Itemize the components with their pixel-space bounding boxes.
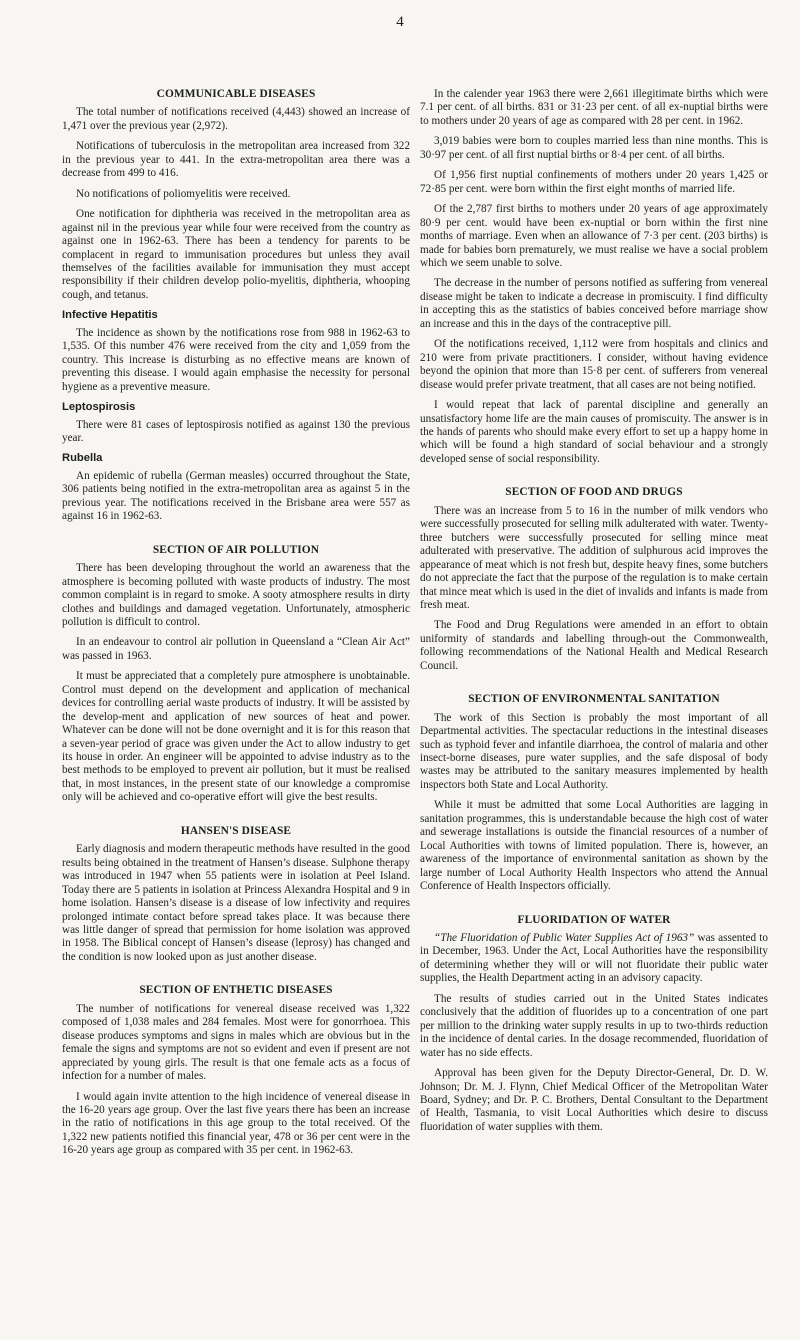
paragraph: Notifications of tuberculosis in the metropolitan area increased from 322 in the previous year to 441. In the extra-metropolitan area there was a decrease from 499 to 416.: [62, 140, 410, 180]
paragraph: The work of this Section is probably the most important of all Departmental activities. The spectacular reductions in the intestinal diseases such as typhoid fever and infantile diarrhoea, the control of malaria and other insect-borne diseases, pure water supplies, and the safe disposal of body wastes may be attributed to the sanitary measures implemented by health inspectors both State and Local Authority.: [420, 711, 768, 791]
heading-air-pollution: SECTION OF AIR POLLUTION: [152, 543, 320, 556]
paragraph: The decrease in the number of persons notified as suffering from venereal disease might be taken to indicate a decrease in promiscuity. I find difficulty in accepting this as the statistics of babies conceived before marriage show an increase and this in the days of the contraceptive pill.: [420, 277, 768, 330]
paragraph: An epidemic of rubella (German measles) occurred throughout the State, 306 patients being notified in the extra-metropolitan area as against 5 in the previous year. The notifications received in the Brisbane area were 557 as against 16 in 1962-63.: [62, 469, 410, 523]
paragraph-text: was assented to in December, 1963. Under the Act, Local Authorities have the responsibility of determining whether they will or will not fluoridate their public water supplies, the Health Department acting in an advisory capacity.: [420, 932, 768, 985]
paragraph: The number of notifications for venereal disease received was 1,322 composed of 1,038 males and 284 females. Most were for gonorrhoea. This disease produces symptoms and signs in males which are obvious but in the female the signs and symptoms are not so evident and even if present are not appreciated by young girls. The result is that one female acts as a focus of infection for a number of males.: [62, 1002, 410, 1083]
paragraph: Of the 2,787 first births to mothers under 20 years of age approximately 80·9 per cent. would have been ex-nuptial or born within the first nine months of marriage. Even when an allowance of 7·3 per cent. (203 births) is made for babies born prematurely, we must realise we have a social problem which we seem unable to solve.: [420, 203, 768, 269]
paragraph: In an endeavour to control air pollution in Queensland a “Clean Air Act” was passed in 1963.: [62, 636, 410, 662]
paragraph: The total number of notifications received (4,443) showed an increase of 1,471 over the previous year (2,972).: [62, 106, 410, 132]
paragraph: There has been developing throughout the world an awareness that the atmosphere is becoming polluted with waste products of industry. The most common complaint is in regard to smoke. A sooty atmosphere results in dirty clothes and buildings and damaged vegetation. Unfortunately, atmospheric pollution is difficult to control.: [62, 562, 410, 628]
paragraph: While it must be admitted that some Local Authorities are lagging in sanitation programmes, this is understandable because the high cost of water and sewerage installations is outside the financial resources of a number of Local Authorities with towns of limited population. There is, however, an awareness of the importance of environmental sanitation as shown by the large number of Local Authority Health Inspectors who attend the Annual Conference of Health Inspectors officially.: [420, 799, 768, 893]
heading-food-and-drugs: SECTION OF FOOD AND DRUGS: [505, 486, 683, 499]
paragraph: Of 1,956 first nuptial confinements of mothers under 20 years 1,425 or 72·85 per cent. were born within the first eight months of married life.: [420, 169, 768, 195]
subheading-infective-hepatitis: Infective Hepatitis: [62, 309, 158, 322]
paragraph: 3,019 babies were born to couples married less than nine months. This is 30·97 per cent. of all first nuptial births or 8·4 per cent. of all births.: [420, 135, 768, 161]
act-title: “The Fluoridation of Public Water Supplies Act of 1963”: [434, 932, 695, 945]
paragraph: There was an increase from 5 to 16 in the number of milk vendors who were successfully prosecuted for selling milk adulterated with water. Twenty-three butchers were successfully prosecuted for selling mince meat adulterated with preservative. The addition of sulphurous acid improves the appearance of meat which is not fresh but, despite heavy fines, some butchers do not appreciate the fact that the purpose of the regulation is to make certain that mince meat which is used in the diet of invalids and infants is made from fresh meat.: [420, 504, 768, 611]
heading-environmental-sanitation: SECTION OF ENVIRONMENTAL SANITATION: [468, 693, 720, 706]
paragraph: I would again invite attention to the high incidence of venereal disease in the 16-20 years age group. Over the last five years there has been an increase in the ratio of notifications in this age group to the total received. Of the 1,322 new patients notified this financial year, 478 or 36 per cent were in the 16-20 years age group as compared with 35 per cent. in 1962-63.: [62, 1090, 410, 1157]
heading-fluoridation-of-water: FLUORIDATION OF WATER: [517, 913, 671, 926]
paragraph: There were 81 cases of leptospirosis notified as against 130 the previous year.: [62, 418, 410, 444]
heading-communicable-diseases: COMMUNICABLE DISEASES: [156, 88, 316, 100]
paragraph: The results of studies carried out in the United States indicates conclusively that the addition of fluorides up to a concentration of one part per million to the drinking water supply results in up to two-thirds reduction in the incidence of dental caries. In the dosage recommended, fluoridation of water has no side effects.: [420, 992, 768, 1059]
right-column: [420, 88, 768, 1141]
paragraph: No notifications of poliomyelitis were received.: [76, 187, 291, 200]
paragraph: The Food and Drug Regulations were amended in an effort to obtain uniformity of standards and labelling through-out the Commonwealth, following recommendations of the National Health and Medical Research Council.: [420, 619, 768, 672]
subheading-rubella: Rubella: [62, 452, 103, 465]
paragraph: Approval has been given for the Deputy Director-General, Dr. D. W. Johnson; Dr. M. J. Flynn, Chief Medical Officer of the Metropolitan Water Board, Sydney; and Dr. P. C. Brothers, Dental Consultant to the Department of Health, Tasmania, to visit Local Authorities which desire to discuss fluoridation of water supplies with them.: [420, 1067, 768, 1133]
paragraph: Early diagnosis and modern therapeutic methods have resulted in the good results being obtained in the treatment of Hansen’s disease. Sulphone therapy was introduced in 1947 when 55 patients were in isolation at Peel Island. Today there are 5 patients in isolation at Princess Alexandra Hospital and 9 in home isolation. Hansen’s disease is a disease of low infectivity and requires prolonged intimate contact before spread takes place. It was because there was little danger of spread that permission for home isolation was approved in 1958. The Biblical concept of Hansen’s disease (leprosy) has changed and the condition is now looked upon as just another disease.: [62, 843, 410, 963]
paragraph: One notification for diphtheria was received in the metropolitan area as against nil in the previous year while four were received from the country as against one in 1962-63. There has been a tendency for parents to be complacent in regard to immunisation procedures but unless they avail themselves of the facilities available for immunisation they must accept responsibility if their children develop polio-myelitis, diphtheria, whooping cough, and tetanus.: [62, 208, 410, 301]
paragraph: [420, 932, 768, 986]
left-column: [62, 88, 410, 1165]
subheading-leptospirosis: Leptospirosis: [62, 401, 136, 414]
page-number: 4: [396, 14, 404, 30]
paragraph: It must be appreciated that a completely pure atmosphere is unobtainable. Control must depend on the development and application of mechanical devices for controlling aerial waste products of industry. It will be assisted by the develop-ment and application of new sources of heat and power. Whatever can be done will not be done overnight and it is for this reason that a seven-year period of grace was given under the Act to allow industry to get its house in order. An engineer will be appointed to advise industry as to the best methods to be employed to prevent air pollution, but it must be realised that, in most instances, in the present state of our knowledge a compromise only will be achieved and co-operative effort will give the best results.: [62, 670, 410, 804]
paragraph: In the calender year 1963 there were 2,661 illegitimate births which were 7.1 per cent. of all births. 831 or 31·23 per cent. of all ex-nuptial births were to mothers under 20 years of age as compared with 28 per cent. in 1962.: [420, 88, 768, 127]
paragraph: I would repeat that lack of parental discipline and generally an unsatisfactory home life are the main causes of promiscuity. The answer is in the hands of parents who should make every effort to set up a happy home in which will be found a high standard of social behaviour and a strongly developed sense of social responsibility.: [420, 399, 768, 465]
heading-enthetic-diseases: SECTION OF ENTHETIC DISEASES: [139, 984, 333, 997]
heading-hansens-disease: HANSEN'S DISEASE: [180, 824, 292, 837]
paragraph: Of the notifications received, 1,112 were from hospitals and clinics and 210 were from private practitioners. I consider, without having evidence beyond the opinion that more than 15·8 per cent. of sufferers from venereal disease would prefer private treatment, that all cases are not being notified.: [420, 338, 768, 391]
paragraph: The incidence as shown by the notifications rose from 988 in 1962-63 to 1,535. Of this number 476 were received from the city and 1,059 from the country. This increase is disturbing as no effective means are known of preventing this disease. I would again emphasise the necessity for personal hygiene as a preventive measure.: [62, 326, 410, 393]
